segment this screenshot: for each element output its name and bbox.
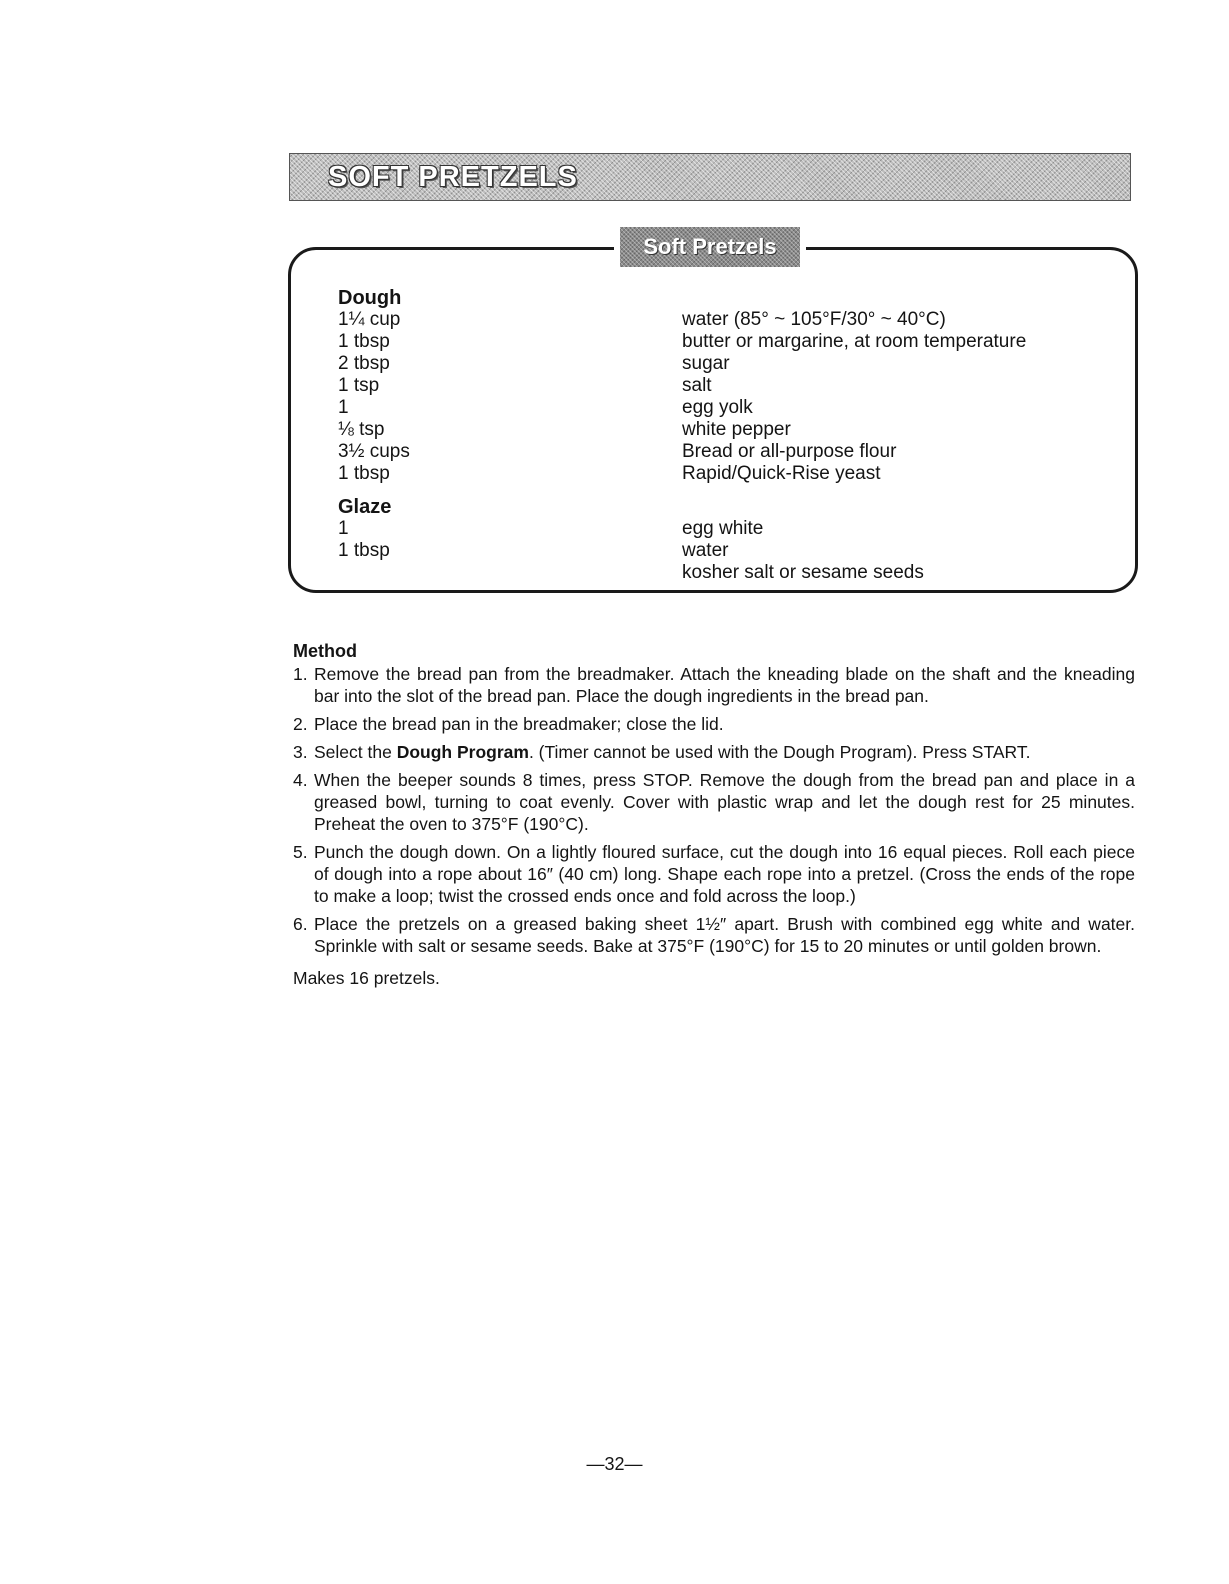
method-step: [293, 663, 1135, 707]
ingredient-qty: 1 tbsp: [338, 540, 390, 561]
glaze-heading: Glaze: [338, 496, 392, 518]
step-text-post: . (Timer cannot be used with the Dough Program). Press START.: [528, 742, 1031, 762]
box-title: Soft Pretzels: [620, 227, 800, 267]
step-number: 3.: [293, 742, 308, 762]
step-text: Place the pretzels on a greased baking sheet 1½″ apart. Brush with combined egg white and water. Sprinkle with salt or sesame seeds. Bake at 375°F (190°C) for 15 to 20 minutes or until golden brown.: [314, 914, 1135, 956]
step-number: 2.: [293, 714, 308, 734]
banner-title: SOFT PRETZELS: [328, 161, 578, 193]
step-number: 5.: [293, 842, 308, 862]
step-text: [314, 741, 1135, 763]
ingredient-name: Bread or all-purpose flour: [682, 441, 897, 462]
method-section: [293, 640, 1135, 989]
ingredient-name: white pepper: [682, 419, 791, 440]
ingredient-name: water: [682, 540, 729, 561]
page-number: —32—: [586, 1454, 643, 1474]
ingredient-qty: 1¼ cup: [338, 309, 401, 330]
step-text-pre: Select the: [314, 742, 397, 762]
method-heading: Method: [293, 641, 357, 661]
step-text: Remove the bread pan from the breadmaker. Attach the kneading blade on the shaft and the kneading bar into the slot of the bread pan. Place the dough ingredients in the bread pan.: [314, 664, 1135, 706]
ingredient-name: water (85° ~ 105°F/30° ~ 40°C): [682, 309, 946, 330]
yield-note: Makes 16 pretzels.: [293, 968, 440, 988]
step-text: Punch the dough down. On a lightly floured surface, cut the dough into 16 equal pieces. Roll each piece of dough into a rope about 16″ (40 cm) long. Shape each rope into a pretzel. (Cross the ends of the rope to make a loop; twist the crossed ends once and fold across the loop.): [314, 842, 1135, 906]
ingredient-name: sugar: [682, 353, 730, 374]
step-number: 1.: [293, 664, 308, 684]
ingredient-name: kosher salt or sesame seeds: [682, 562, 924, 583]
ingredient-name: salt: [682, 375, 712, 396]
ingredient-qty: 1: [338, 397, 349, 418]
method-step: [293, 841, 1135, 907]
ingredient-qty: ⅛ tsp: [338, 419, 385, 440]
step-number: 4.: [293, 770, 308, 790]
method-step: [293, 741, 1135, 763]
ingredient-name: butter or margarine, at room temperature: [682, 331, 1027, 352]
ingredient-qty: 3½ cups: [338, 441, 410, 462]
method-step: [293, 769, 1135, 835]
ingredient-qty: 1 tsp: [338, 375, 380, 396]
ingredient-name: egg white: [682, 518, 764, 539]
ingredient-qty: 1: [338, 518, 349, 539]
ingredient-qty: 1 tbsp: [338, 331, 390, 352]
method-step: [293, 713, 1135, 735]
step-text: When the beeper sounds 8 times, press STOP. Remove the dough from the bread pan and place in a greased bowl, turning to coat evenly. Cover with plastic wrap and let the dough rest for 25 minutes. Preheat the oven to 375°F (190°C).: [314, 770, 1135, 834]
ingredient-qty: 1 tbsp: [338, 463, 390, 484]
step-number: 6.: [293, 914, 308, 934]
ingredient-qty: 2 tbsp: [338, 353, 390, 374]
ingredient-name: egg yolk: [682, 397, 753, 418]
dough-program-label: Dough Program: [396, 742, 529, 762]
ingredient-name: Rapid/Quick-Rise yeast: [682, 463, 881, 484]
dough-heading: Dough: [338, 287, 402, 309]
step-text: Place the bread pan in the breadmaker; close the lid.: [314, 714, 724, 734]
box-title-tab: [614, 225, 806, 269]
section-banner: [289, 153, 1131, 201]
method-step: [293, 913, 1135, 957]
